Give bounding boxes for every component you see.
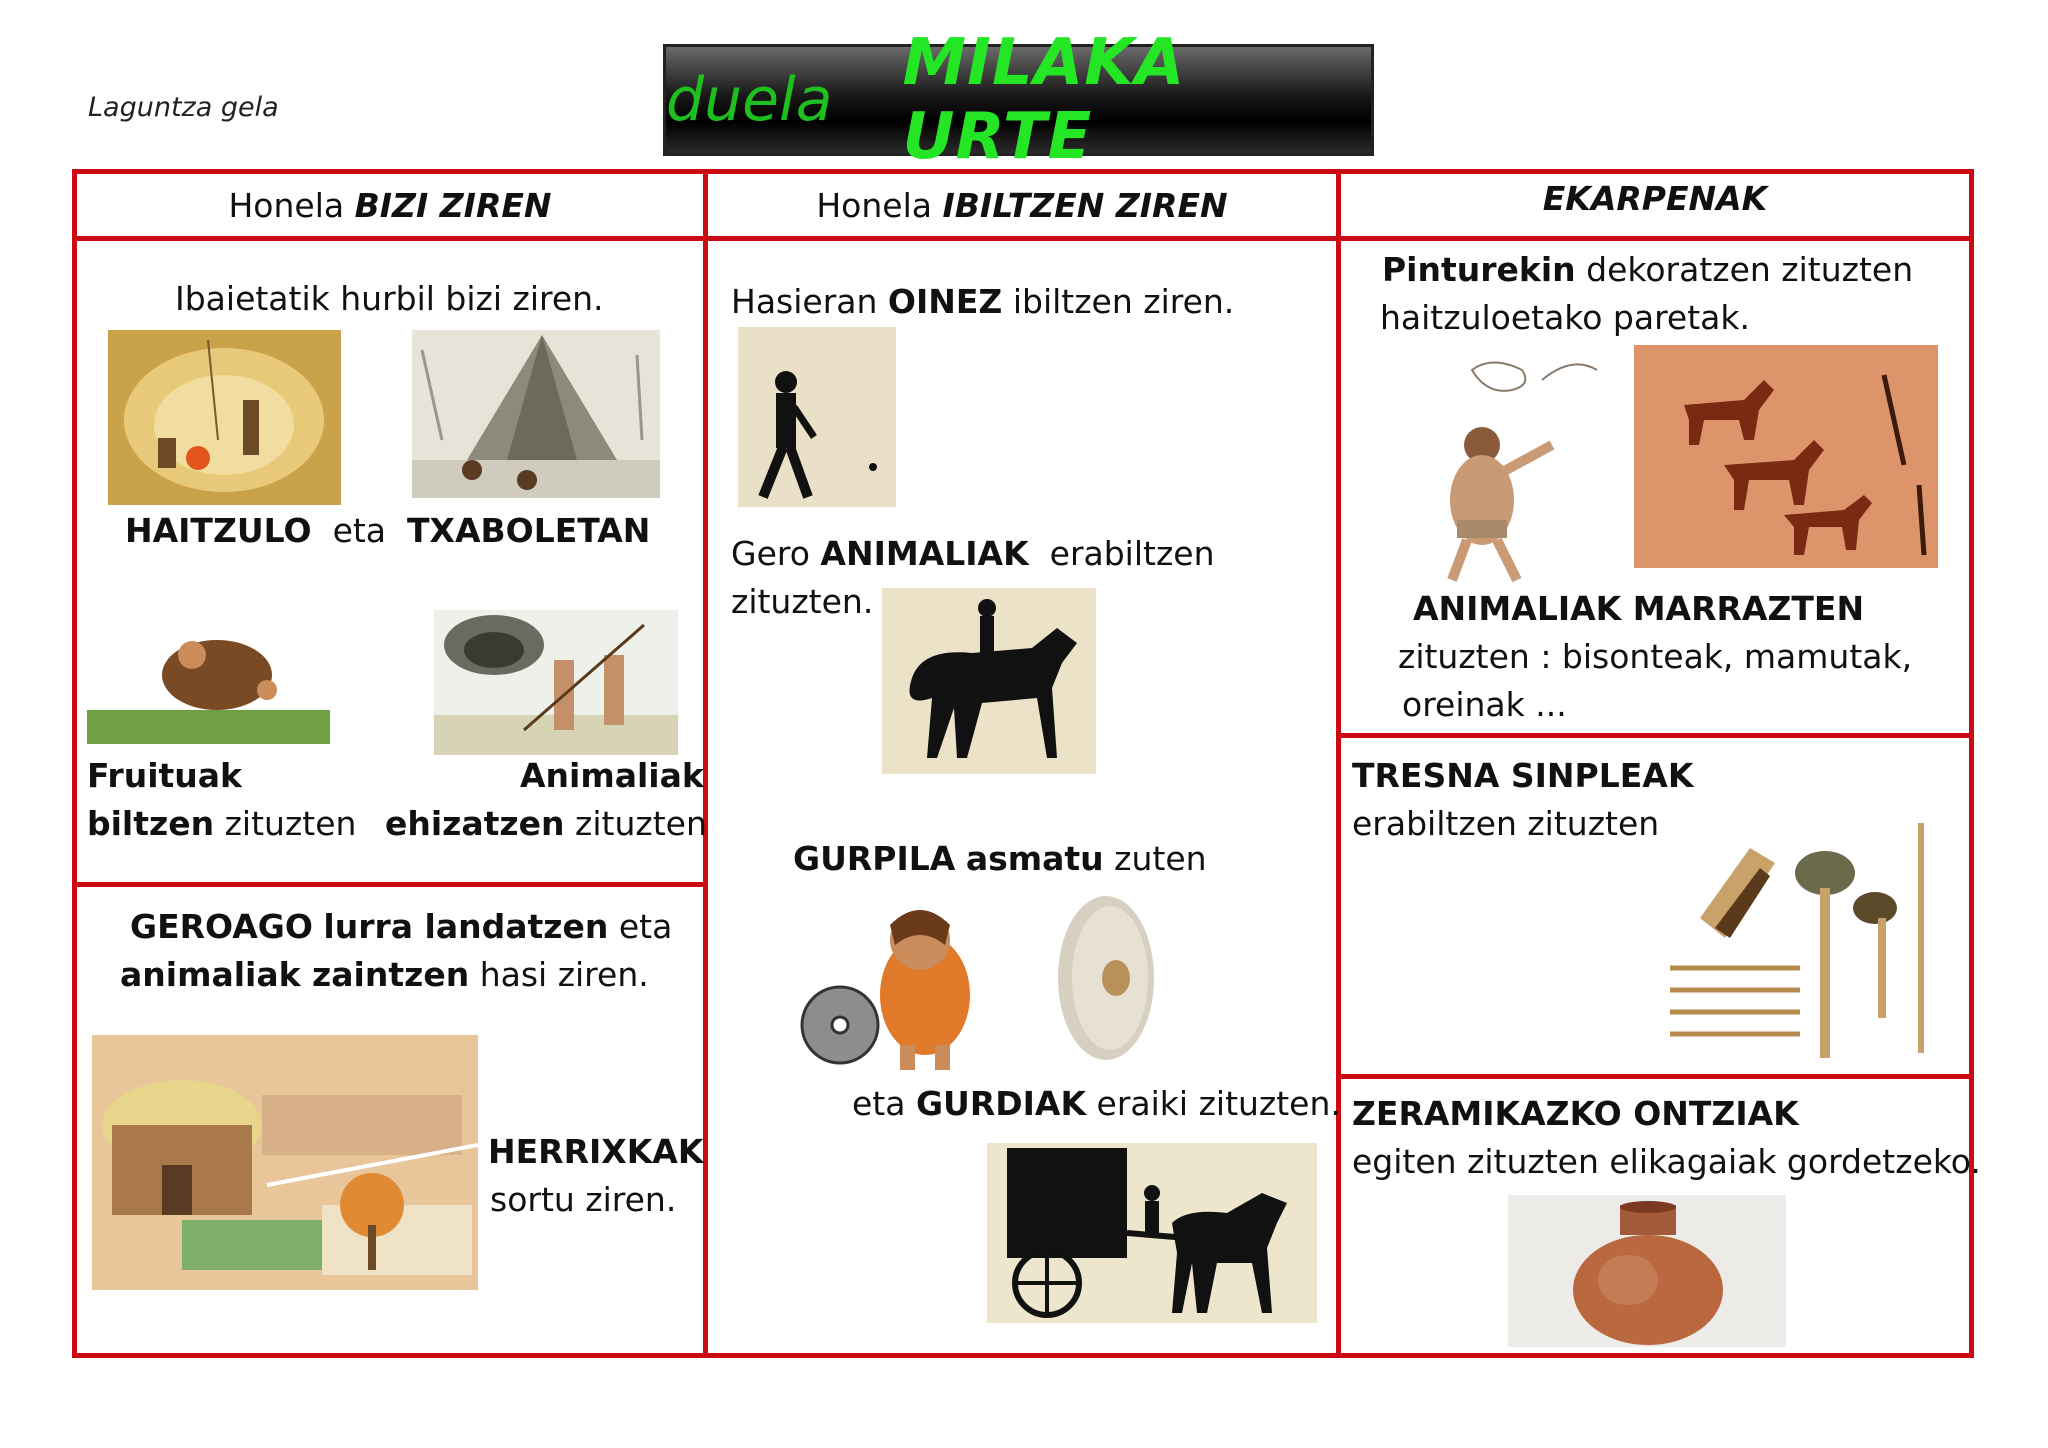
pinturak-line1 <box>1382 246 1913 294</box>
pinturak-bold: Pinturekin <box>1382 250 1576 289</box>
animaliak-line1 <box>731 530 1215 578</box>
gurdiak-bold: GURDIAK <box>915 1084 1087 1123</box>
animaliak-line2 <box>731 578 873 626</box>
gurdiak-text: eta <box>852 1084 906 1123</box>
cave-painting-image <box>1634 345 1938 568</box>
herrixkak-line2 <box>490 1176 676 1224</box>
header-bold: EKARPENAK <box>1542 178 1768 218</box>
caption-bold: HAITZULO <box>125 511 312 550</box>
gurdiak-text: eraiki zituzten. <box>1096 1084 1341 1123</box>
fruit-bold: biltzen <box>87 804 215 843</box>
stone-tools-image <box>1660 818 1962 1060</box>
herrixkak-text: sortu ziren. <box>490 1180 677 1219</box>
animaliak-text: Gero <box>731 534 810 573</box>
geroago-bold: lurra landatzen <box>323 907 609 946</box>
oinez-text: Hasieran <box>731 282 878 321</box>
geroago-line1 <box>130 903 672 951</box>
geroago-text: eta <box>618 907 673 946</box>
header-bold: BIZI ZIREN <box>354 185 552 225</box>
page-title <box>663 26 1374 174</box>
ceramic-pot-image <box>1508 1195 1786 1347</box>
hunt-line1 <box>520 752 704 800</box>
hunting-image <box>434 610 678 755</box>
herrixkak-bold: HERRIXKAK <box>488 1132 704 1171</box>
fruit-line1 <box>87 752 242 800</box>
hunt-bold: ehizatzen <box>385 804 565 843</box>
hunt-text: zituzten <box>575 804 707 843</box>
marrazten-line3 <box>1402 681 1567 729</box>
hunt-line2 <box>385 800 707 848</box>
header-bizi <box>77 174 703 236</box>
zeramika-line2 <box>1352 1138 1981 1186</box>
cave-image <box>108 330 341 505</box>
tresnak-bold: TRESNA SINPLEAK <box>1352 756 1694 795</box>
animaliak-bold: ANIMALIAK <box>820 534 1029 573</box>
hut-image <box>412 330 660 498</box>
gathering-image <box>87 620 330 744</box>
title-part2: MILAKA URTE <box>902 26 1186 174</box>
geroago-bold: GEROAGO <box>130 907 313 946</box>
fruit-bold: Fruituak <box>87 756 242 795</box>
cart-image <box>987 1143 1317 1323</box>
tresnak-line1 <box>1352 752 1693 800</box>
gurdiak-line <box>852 1080 1341 1128</box>
caveman-wheel-image <box>795 895 1000 1070</box>
caption-bold: TXABOLETAN <box>407 511 651 550</box>
oinez-bold: OINEZ <box>887 282 1003 321</box>
header-ekarpenak <box>1341 170 1969 226</box>
oinez-text: ibiltzen ziren. <box>1012 282 1235 321</box>
pinturak-line2 <box>1380 294 1750 342</box>
pinturak-text: dekoratzen zituzten <box>1586 250 1914 289</box>
header-ibili <box>708 174 1336 236</box>
zeramika-line1 <box>1352 1090 1799 1138</box>
haitzulo-caption <box>125 507 650 555</box>
hunt-bold: Animaliak <box>520 756 704 795</box>
bizi-line1: Ibaietatik hurbil bizi ziren. <box>175 279 604 318</box>
marrazten-line1 <box>1413 585 1864 633</box>
corner-label: Laguntza gela <box>88 92 279 123</box>
animaliak-text: erabiltzen <box>1049 534 1215 573</box>
caption-text: eta <box>332 511 387 550</box>
cave-painter-image <box>1412 350 1612 585</box>
pinturak-text: haitzuloetako paretak. <box>1380 298 1750 337</box>
herrixkak-line1 <box>488 1128 703 1176</box>
geroago-text: hasi ziren. <box>479 955 649 994</box>
walking-man-image <box>738 327 896 507</box>
animaliak-text: zituzten. <box>731 582 874 621</box>
marrazten-text: oreinak ... <box>1402 685 1567 724</box>
zeramika-bold: ZERAMIKAZKO ONTZIAK <box>1352 1094 1799 1133</box>
village-image <box>92 1035 478 1290</box>
marrazten-text: zituzten : bisonteak, mamutak, <box>1398 637 1913 676</box>
oinez-line <box>731 278 1234 326</box>
zeramika-text: egiten zituzten elikagaiak gordetzeko. <box>1352 1142 1981 1181</box>
geroago-line2 <box>120 951 649 999</box>
fruit-text: zituzten <box>224 804 357 843</box>
marrazten-bold: ANIMALIAK MARRAZTEN <box>1413 589 1865 628</box>
geroago-bold: animaliak zaintzen <box>120 955 470 994</box>
tresnak-line2 <box>1352 800 1659 848</box>
marrazten-line2 <box>1398 633 1912 681</box>
fruit-line2 <box>87 800 356 848</box>
header-bold: IBILTZEN ZIREN <box>942 185 1228 225</box>
gurpila-bold: GURPILA <box>793 839 956 878</box>
horse-rider-image <box>882 588 1096 774</box>
gurpila-bold: asmatu <box>965 839 1104 878</box>
tresnak-text: erabiltzen zituzten <box>1352 804 1660 843</box>
gurpila-text: zuten <box>1114 839 1207 878</box>
stone-wheel-image <box>1050 890 1162 1065</box>
gurpila-line <box>793 835 1207 883</box>
header-prefix: Honela <box>816 185 932 225</box>
header-prefix: Honela <box>228 185 345 225</box>
title-part1: duela <box>666 65 833 135</box>
